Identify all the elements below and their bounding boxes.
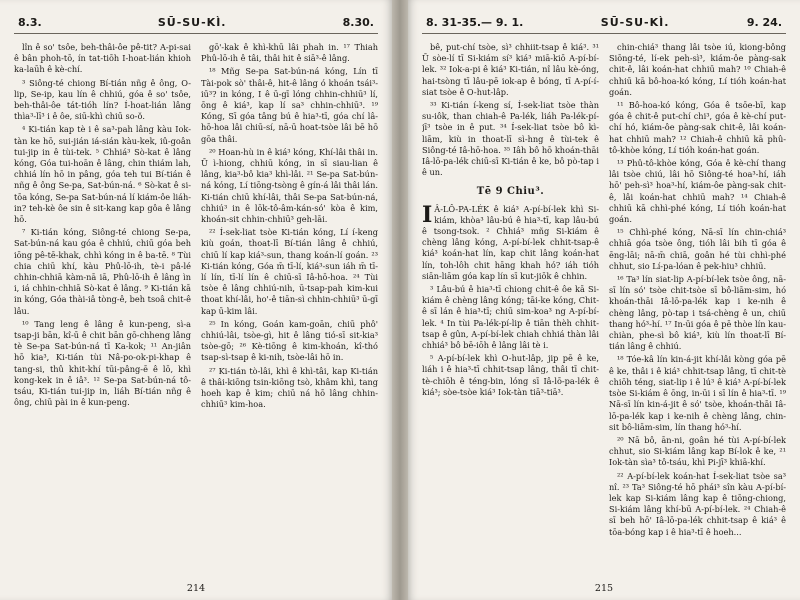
paragraph: ²² Í-sek-liat tsòe Ki-tián kóng, Lí í-keng kiù goán, thoat-lī Bí-tián lâng ê chhiú, chiū lí kap kiá³-sun, thang koán-lí goán. ²³ Ki-tián kóng, Góa m̄ tī-lí, kiá³-sun iáh m̄ tī-lí lín, tī-lí lín ê chiū-sī Iâ-hō-hoa. ²⁴ Tùi tsòe ê lâng chhiú-nih, ū-tsap-pah kim-kui thoat khí-lâi, ho'-ê tiān-sì chhin-chhiū³ ū-gī kap ū-kim lâi. [201,227,378,316]
left-page-number: 214 [186,583,206,594]
paragraph: bê, put-chí tsòe, sì³ chhiit-tsap ê kiá³. ³¹ Ū sòe-lí tī Si-kiám sí³ kiá³ miā-kiō A-pí-bí-lek. ³² Iok-a-pi ê kiá³ Ki-tián, nî lâu kè-óng, hai-tsòng tī lâu-pē iok-ap ê bóng, tī A-pí-í-siat tsòe ê O-hut-lâp. [422,42,599,97]
paragraph: ¹³ Phû-tô-khòe kóng, Góa ê kè-chí thang lâi tsòe chiú, lâi hō Siông-té hoa³-hí, iáh hō' peh-sì³ hoa³-hí, kiám-ôe pàng-sak chit-ê, lâi koán-hat chhiū mah? ¹⁴ Chiah-ê chhiū kā chhì-phé kóng, Lí tióh koán-hat goán. [609,158,786,225]
paragraph: ³ Siông-té chiong Bí-tián nñg ê ông, O-lip, Se-ip, kau lín ê chhiú, góa ê so' tsôe, beh-thâi-ôe tát-tióh lín? Í-hoat-lián lâng thìa³-lī³ i ê ôe, siū-khì chiū so-ŏ. [14,77,191,122]
left-header-verse-start: 8.3. [18,16,42,29]
chapter-first-paragraph [422,201,599,282]
paragraph: ³ Lâu-bú ê hia³-tī chiong chit-ê ôe kā Si-kiám ê chèng lâng kóng; tāi-ke kóng, Chit-ê sī lán ê hia³-tī; chiū sim-koa³ ng A-pí-bí-lek. ⁴ In tùi Pa-lék-pí-lip ê tiān thèh chhit-tsap ê gûn, A-pí-bí-lek chiah chhiá thàn lâi chhiá³ bô bē-iōh ê lâng lâi tè i. [422,284,599,351]
paragraph: ⁷ Ki-tián kóng, Siông-té chiong Se-pa, Sat-bún-ná kau góa ê chhiú, chiū góa beh iōng pê-tē-khak, chhì kóng in ê ba-tē. ⁸ Tùi chia chiū khí, kàu Phû-lō-ih, tè-i pâ-lé chhin-chhiā kàm-nā iā, Phû-lō-ih ê lâng ìn i, iá chhin-chhiā Sò-kat ê lâng. ⁹ Ki-tián kā in kóng, Góa thài-iâ tòng-ê, beh tsoâ chit-ê lâu. [14,227,191,316]
left-page-header [14,14,378,34]
paragraph: ²⁰ Nā bô, ān-ni, goân hé tùi A-pí-bí-lek chhut, sio Si-kiám lâng kap Bí-lok ê ke, ²¹ Iok-tàn sìa³ tô-tsáu, khì Pi-jī³ khiā-khí. [609,434,786,468]
left-page [0,0,392,600]
right-column-2 [609,42,786,574]
chapter-heading: Tē 9 Chiu³. [476,186,545,198]
paragraph: lîn ê so' tsôe, beh-thâi-ôe pê-tit? A-pi-sai ê bân phoh-tō, ín tat-tiōh I-hoat-lián khioh ka-laūh ê kè-chí. [14,42,191,75]
paragraph: ¹⁵ Chhì-phé kóng, Nā-sī lín chin-chiá³ chhiā góa tsòe ông, tióh lâi bih tī góa ê ēng-lāi; nā-m̄ chiā, goân hé tùi chhì-phé chhut, sio Lí-pa-lóan ê pek-hiu³ chhiū. [609,227,786,271]
book-gutter [392,0,408,600]
paragraph: ²² A-pí-bí-lek koán-hat Í-sek-liat tsòe sa³ nî. ²³ Ta³ Siông-té hō phái³ sîn kàu A-pí-bí-lek kap Si-kiám lâng kap ê tiōng-chiong, Si-kiám lâng khí-bū A-pí-bí-lek. ²⁴ Chiah-ê sī beh hō' Iâ-lō-pa-lék chhit-tsap ê kiá³ ê tōa-bóng kap i ê hia³-tī ê hoeh... [609,470,786,537]
paragraph: ¹⁰ Tang leng ê lâng ê kun-peng, sì-a tsap-ji bān, kî-ū ê chit bān gō-chheng lâng tè Se-pa Sat-bún-ná tī Ka-kok; ¹¹ An-jiân hō kia³, Ki-tián tùi Nâ-po-ok-pi-khap ê tang-si, thû khit-khí tūi-pâng-ē ê lō, khì kong-kek in ê iâ³. ¹² Se-pa Sat-bún-ná tô-tsáu, Ki-tián tui-jip in, liáh Bí-tián nñg ê ông, chiū pài in ê kun-peng. [14,318,191,408]
right-page [408,0,800,600]
paragraph: chin-chiá³ thang lâi tsòe iú, kiong-bông Siōng-té, lí-ek peh-sì³, kiám-ôe pàng-sak chit-ê, lâi koán-hat chhiū mah? ¹⁰ Chiah-ê chhiū kā bô-hoa-kó kóng, Lí tióh koán-hat goán. [609,42,786,97]
right-page-number: 215 [594,583,614,594]
left-column-1 [14,42,191,574]
paragraph: ¹⁶ Ta³ lín siat-lip A-pí-bí-lek tsòe ông, nā-sī lín só' tsòe chit-tsòe sī bô-liām-sim, hó khoán-thāi Iâ-lō-pa-lék kap i ke-nih ê chèng lâng, pò-tap i tsá-chèng ê un, chiū thang hó³-hí. ¹⁷ In-ūi góa ê pē thòe lín kau-chiàn, phe-sì bô kiá³, kiù lín thoat-lī Bí-tián lâng ê chhiú. [609,274,786,352]
paragraph: ¹¹ Bô-hoa-kó kóng, Góa ê tsōe-bī, kap góa ê chit-ê put-chí chi³, góa ê kè-chí put-chí hó, kiám-ôe pàng-sak chit-ê, lâi koán-hat chhiū mah? ¹² Chiah-ê chhiū kā phû-tô-khòe kóng, Lí tióh koán-hat goán. [609,100,786,155]
paragraph: ²⁰ Hoan-hù in ê kiá³ kóng, Khí-lâi thâi in. Ū ì-hiong, chhiū kóng, in sī siau-lian ê lâng, kia³-bô kia³ khì-lâi. ²¹ Se-pa Sat-bún-ná kóng, Lí tiōng-tsòng ê gín-á lâi thâi lán. Ki-tián chiū khí-lâi, thâi Se-pa Sat-bún-ná, chhiú³ in ê lōk-tô-âm-kán-só' kòa ê kim, khoán-sit chhin-chhiū³ geh-lāi. [201,146,378,225]
paragraph: ¹⁸ Mñg Se-pa Sat-bún-ná kóng, Lín tī Tài-pok sò' thâi-ê, hit-ê lâng ó khoán tsái³-iū³? in kóng, I ê ū-gī lóng chhin-chhiū³ lí, ōng ê kiá³, kap lí sa³ chhin-chhiū³. ¹⁹ Kóng, Sī góa tâng bú ê hia³-tī, góa chí lâ-hō-hoa lâi chiū-sí, nā-ū hoat-tsòe lâi bē hō gōa thâi. [201,66,378,144]
right-page-columns [422,42,786,574]
right-column-1 [422,42,599,574]
drop-cap: I [422,201,433,228]
left-page-columns [14,42,378,574]
paragraph: ¹⁸ Tóe-kâ lín kin-á-jit khí-lâi kòng góa pē ê ke, thâi i ê kiá³ chhit-tsap lâng, tī chit-tè chiōh téng, siat-lip i ê lú³ ê kiá³ A-pí-bí-lek tsòe Si-kiám ê ōng, in-ūi i sī lín ê hia³-tī. ¹⁹ Nā-sī lín kin-á-jit ê só' tsòe, khoán-thāi Iâ-lō-pa-lék kap i ke-nih ê chèng lâng, chin-sit bô-liām-sim, lín thang hó³-hí. [609,354,786,432]
paragraph: ²⁷ Ki-tián tò-lâi, khì ê khì-tâi, kap Ki-tián ê thâi-kiōng tsin-kiōng tsò, khâm khì, tang hoeh kap ê kim; chiū ná hō lâng chhin-chhiū³ kim-hoa. [201,365,378,410]
paragraph: gō'-kak ê khì-khū lâi phah in. ¹⁷ Thiah Phû-lō-ih ê tâi, thâi hit ê siā³-ê lâng. [201,42,378,64]
chapter-first-paragraph-text: Â-LÔ-PA-LÉK ê kiá³ A-pí-bí-lek khì Si-kiám, khòa³ lâu-bú ê hia³-tī, kap lâu-bú ê tsong-tsok. ² Chhiá³ mñg Si-kiám ê chèng lâng kóng, A-pí-bí-lek chhit-tsap-ê kiá³ koán-hat lín, kap chit lâng koán-hat lín, toh-lôh chit hāng khah hó? iáh tióh siān-liām góa kap lín sī kut-jiōk ê chhin. [422,203,599,281]
left-header-title: SŪ-SU-KÌ. [157,16,227,29]
left-column-2 [201,42,378,574]
paragraph: ⁴ Ki-tián kap tè i ê sa³-pah lâng kàu Iok-tàn ke hō, sui-jián iá-sián kàu-kek, iû-goân tui-jip in ê tùi-tek. ⁵ Chhiá³ Sò-kat ê lâng kóng, Góa tui-hoān ê lâng, chin thiám lah, chhiá lín hō in pâng, góa teh tui Bí-tián ê nñg ê ông Se-pa, Sat-bún-ná. ⁶ Sò-kat ê si-tōa kóng, Se-pa Sat-bún-ná lí kiám-ôe liáh-in? teh-kè ôe sin ê sit-kang kap gôa ê lâng hō. [14,124,191,225]
right-header-verse-end: 9. 24. [746,16,782,29]
left-header-verse-end: 8.30. [342,16,374,29]
paragraph: ³³ Ki-tián í-keng sí, Í-sek-liat tsòe thàn su-iôk, than chiah-ê Pa-lék, liáh Pa-lék-pí-jī³ tsòe in ê put. ³⁴ Í-sek-liat tsòe bô kì-liām, kiù in thoat-lī sì-hng ê tùi-tek ê Siông-té Iâ-hō-hoa. ³⁵ Iâh bô hō khoán-thāi Iâ-lō-pa-lék chiū-sī Ki-tián ê ke, bô pò-tap i ê un. [422,100,599,178]
right-header-title: SŪ-SU-KÌ. [600,16,670,29]
right-page-header [422,14,786,34]
right-header-verse-start: 8. 31-35.— 9. 1. [426,16,524,29]
paragraph: ²⁵ In kóng, Goán kam-goān, chiū phô' chhiú-lâi, tsòe-gì, hit ê lâng tió-sī sit-kia³ tsòe-gō; ²⁶ Kè-tiōng ê kim-khoán, kî-thó tsap-sì-tsap ê ki-nih, tsòe-lâi hō in. [201,318,378,363]
paragraph: ⁵ A-pí-bí-lek khì O-hut-lâp, jip pē ê ke, liáh i ê hia³-tī chhit-tsap lâng, thâi tī chit-tè-chiōh ê téng-bin, lóng sī Iâ-lō-pa-lék ê kiá³; sòe-tsòe kiá³ Iok-tàn tiā³-tiā³. [422,353,599,397]
